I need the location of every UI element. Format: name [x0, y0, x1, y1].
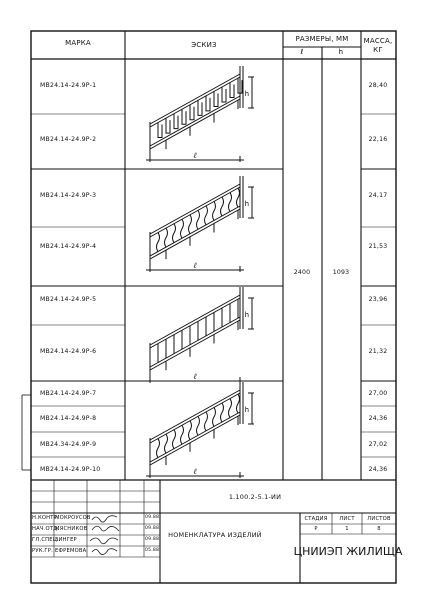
- signature-role: Н.КОНТР.: [32, 515, 59, 521]
- svg-text:h: h: [244, 200, 249, 208]
- row-mass: 24,36: [368, 466, 388, 473]
- signature-role: ГЛ.СПЕЦ.: [32, 537, 59, 543]
- signature-name: МОКРОУСОВ: [55, 515, 91, 521]
- row-mark: МВ24.14-24.9Р-10: [40, 466, 101, 473]
- row-mass: 27,00: [368, 390, 388, 397]
- signature-role: НАЧ.ОТД.: [32, 526, 60, 532]
- document-name: НОМЕНКЛАТУРА ИЗДЕЛИЙ: [168, 531, 262, 539]
- row-mass: 27,02: [368, 441, 388, 448]
- row-mass: 28,40: [368, 82, 388, 89]
- signature-role: РУК.ГР.: [32, 548, 53, 554]
- row-mark: МВ24.14-24.9Р-7: [40, 390, 97, 397]
- signature-date: 09.88: [145, 537, 160, 542]
- row-mark: МВ24.14-24.9Р-8: [40, 415, 97, 422]
- row-mark: МВ24.14-24.9Р-1: [40, 82, 97, 89]
- signature-date: 09.88: [145, 515, 160, 520]
- sheet-value: 1: [345, 526, 349, 532]
- common-l-value: 2400: [293, 269, 311, 276]
- svg-text:h: h: [244, 406, 249, 414]
- row-mass: 22,16: [368, 136, 388, 143]
- svg-text:ℓ: ℓ: [193, 467, 197, 476]
- header-dimensions: РАЗМЕРЫ, ММ: [295, 35, 349, 43]
- header-mark: МАРКА: [65, 39, 91, 47]
- svg-text:h: h: [244, 90, 249, 98]
- row-mark: МВ24.14-24.9Р-6: [40, 348, 97, 355]
- row-mass: 24,36: [368, 415, 388, 422]
- signature-date: 09.88: [145, 526, 160, 531]
- header-mass-line1: МАССА,: [363, 37, 393, 45]
- organization-name: ЦНИИЭП ЖИЛИЩА: [293, 545, 403, 558]
- sheets-value: 8: [377, 526, 381, 532]
- header-dim-h: h: [338, 48, 344, 56]
- header-dim-l: ℓ: [300, 48, 304, 56]
- signature-name: ЕФРЕМОВА: [55, 548, 87, 554]
- common-h-value: 1093: [332, 269, 350, 276]
- row-mark: МВ24.34-24.9Р-9: [40, 441, 97, 448]
- sheets-label: ЛИСТОВ: [367, 516, 391, 522]
- svg-text:ℓ: ℓ: [193, 151, 197, 160]
- row-mass: 24,17: [368, 192, 388, 199]
- svg-text:h: h: [244, 311, 249, 319]
- row-mark: МВ24.14-24.9Р-3: [40, 192, 97, 199]
- document-code: 1.100.2-5.1-ИИ: [228, 493, 282, 501]
- sheet-label: ЛИСТ: [339, 516, 355, 522]
- row-mass: 23,96: [368, 296, 388, 303]
- header-mass-line2: КГ: [373, 46, 383, 54]
- signature-name: ЗИНГЕР: [55, 537, 77, 543]
- row-mark: МВ24.14-24.9Р-4: [40, 243, 97, 250]
- svg-text:ℓ: ℓ: [193, 261, 197, 270]
- signature-date: 05.88: [145, 548, 160, 553]
- stage-value: Р: [314, 526, 318, 532]
- row-mark: МВ24.14-24.9Р-5: [40, 296, 97, 303]
- row-mark: МВ24.14-24.9Р-2: [40, 136, 97, 143]
- row-mass: 21,53: [368, 243, 388, 250]
- signature-name: МЯСНИКОВ: [55, 526, 88, 532]
- stage-label: СТАДИЯ: [304, 516, 328, 522]
- svg-text:ℓ: ℓ: [193, 372, 197, 381]
- header-sketch: ЭСКИЗ: [191, 41, 217, 49]
- row-mass: 21,32: [368, 348, 388, 355]
